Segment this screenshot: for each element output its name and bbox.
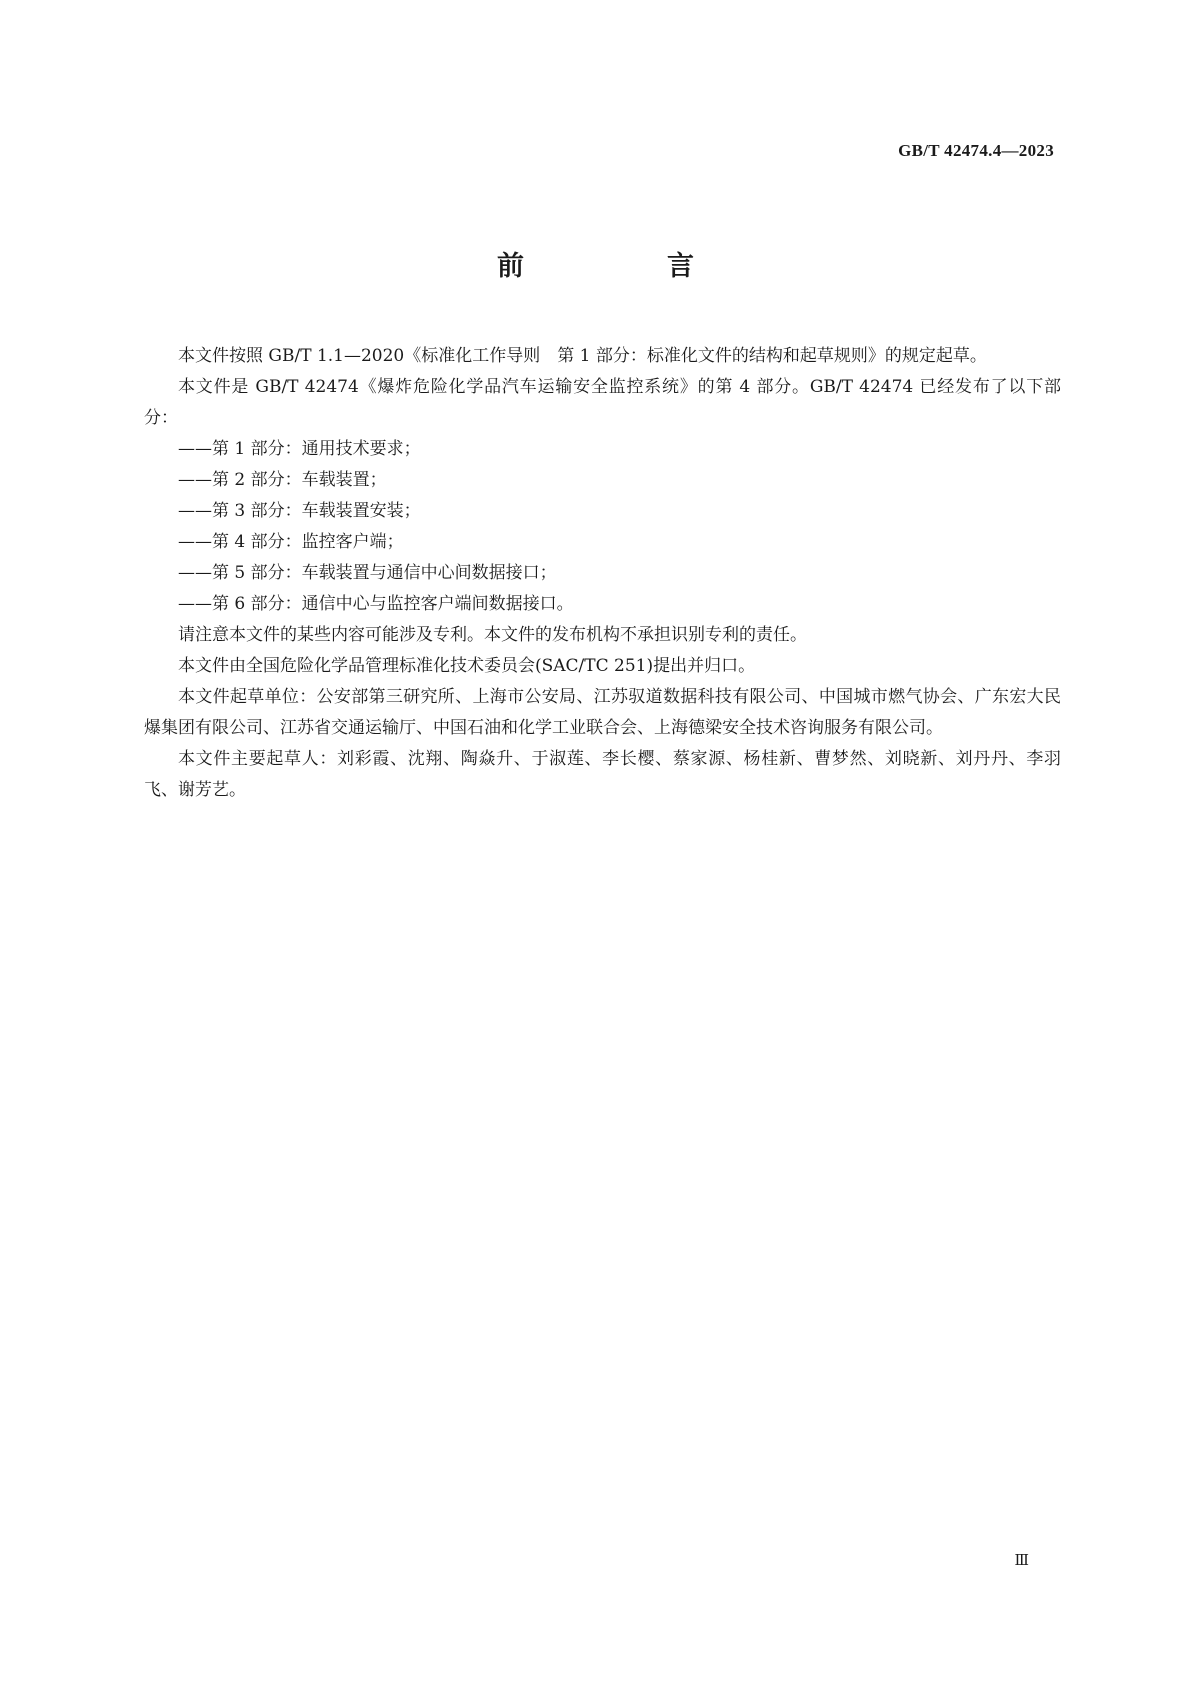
list-item: ——第 6 部分：通信中心与监控客户端间数据接口。 [178,594,574,614]
page-number: Ⅲ [1014,1553,1029,1569]
page-title: 前 言 [497,251,752,282]
list-item: ——第 3 部分：车载装置安装； [178,501,421,521]
parts-list [144,434,1061,620]
list-item: ——第 5 部分：车载装置与通信中心间数据接口； [178,563,557,583]
list-item: ——第 1 部分：通用技术要求； [178,439,421,459]
paragraph-drafting-rules: 本文件按照 GB/T 1.1—2020《标准化工作导则 第 1 部分：标准化文件的结构和起草规则》的规定起草。 [178,346,987,366]
standard-number: GB/T 42474.4—2023 [898,141,1054,160]
paragraph-series-intro: 本文件是 GB/T 42474《爆炸危险化学品汽车运输安全监控系统》的第 4 部分。GB/T 42474 已经发布了以下部分： [144,377,1061,428]
paragraph-committee: 本文件由全国危险化学品管理标准化技术委员会(SAC/TC 251)提出并归口。 [178,656,756,676]
list-item: ——第 2 部分：车载装置； [178,470,387,490]
paragraph-drafting-units: 本文件起草单位：公安部第三研究所、上海市公安局、江苏驭道数据科技有限公司、中国城市燃气协会、广东宏大民爆集团有限公司、江苏省交通运输厅、中国石油和化学工业联合会、上海德梁安全技术咨询服务有限公司。 [144,687,1061,738]
foreword-body [144,341,1061,806]
paragraph-patent-notice: 请注意本文件的某些内容可能涉及专利。本文件的发布机构不承担识别专利的责任。 [178,625,807,645]
list-item: ——第 4 部分：监控客户端； [178,532,404,552]
paragraph-drafters: 本文件主要起草人：刘彩霞、沈翔、陶焱升、于淑莲、李长樱、蔡家源、杨桂新、曹梦然、刘晓新、刘丹丹、李羽飞、谢芳艺。 [144,749,1061,800]
